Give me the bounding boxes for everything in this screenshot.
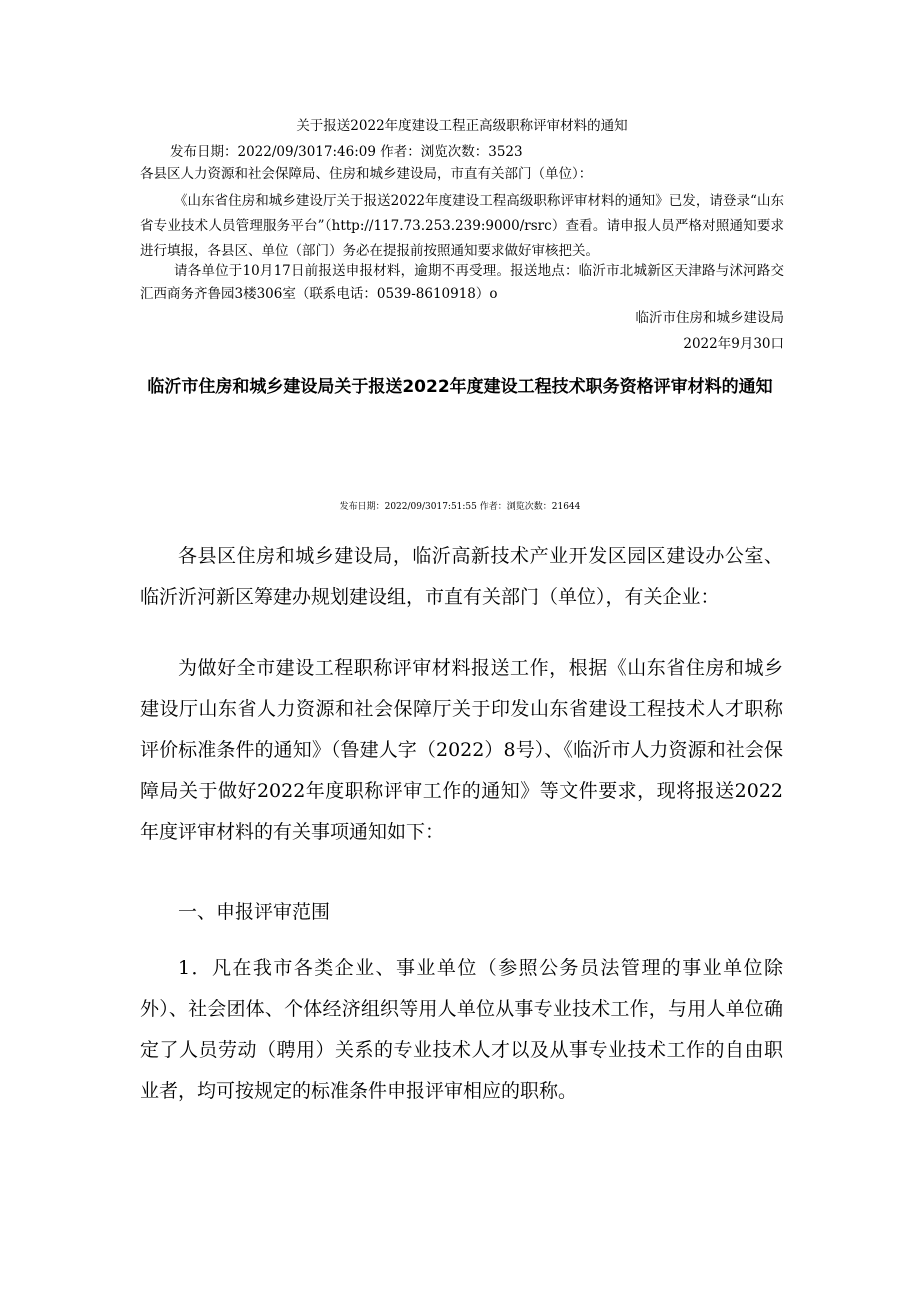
notice1-paragraph-2: 请各单位于10月17日前报送申报材料，逾期不再受理。报送地点：临沂市北城新区天津路与沭河路交汇西商务齐鲁园3楼306室（联系电话：0539-8610918）o: [140, 263, 784, 302]
notice2-meta: 发布日期：2022/09/3017:51:55 作者：浏览次数：21644: [339, 502, 581, 512]
notice1-date: 2022年9月30口: [683, 336, 784, 352]
notice2-section-heading: 一、申报评审范围: [178, 901, 331, 923]
notice1-paragraph-1: 《山东省住房和城乡建设厅关于报送2022年度建设工程高级职称评审材料的通知》已发，请登录“山东省专业技术人员管理服务平台”（http://117.73.253.239:9000/rsrc）查看。请申报人员严格对照通知要求进行填报，各县区、单位（部门）务必在提报前按照通知要求做好审核把关。: [140, 193, 784, 259]
notice1-addressee: 各县区人力资源和社会保障局、住房和城乡建设局，市直有关部门（单位）：: [140, 166, 593, 182]
notice1-signature: 临沂市住房和城乡建设局: [635, 310, 784, 326]
notice2-item-1: 1．凡在我市各类企业、事业单位（参照公务员法管理的事业单位除外）、社会团体、个体经济组织等用人单位从事专业技术工作，与用人单位确定了人员劳动（聘用）关系的专业技术人才以及从事专业技术工作的自由职业者，均可按规定的标准条件申报评审相应的职称。: [140, 957, 783, 1102]
notice1-meta: 发布日期：2022/09/3017:46:09 作者：浏览次数：3523: [170, 144, 523, 160]
notice2-title: 临沂市住房和城乡建设局关于报送2022年度建设工程技术职务资格评审材料的通知: [147, 377, 773, 397]
notice2-addressee: 各县区住房和城乡建设局，临沂高新技术产业开发区园区建设办公室、临沂沂河新区筹建办规划建设组，市直有关部门（单位），有关企业：: [140, 545, 783, 608]
notice1-title: 关于报送2022年度建设工程正高级职称评审材料的通知: [296, 118, 628, 134]
notice2-paragraph-1: 为做好全市建设工程职称评审材料报送工作，根据《山东省住房和城乡建设厅山东省人力资源和社会保障厅关于印发山东省建设工程技术人才职称评价标准条件的通知》（鲁建人字（2022）8号）、《临沂市人力资源和社会保障局关于做好2022年度职称评审工作的通知》等文件要求，现将报送2022年度评审材料的有关事项通知如下：: [140, 657, 783, 843]
